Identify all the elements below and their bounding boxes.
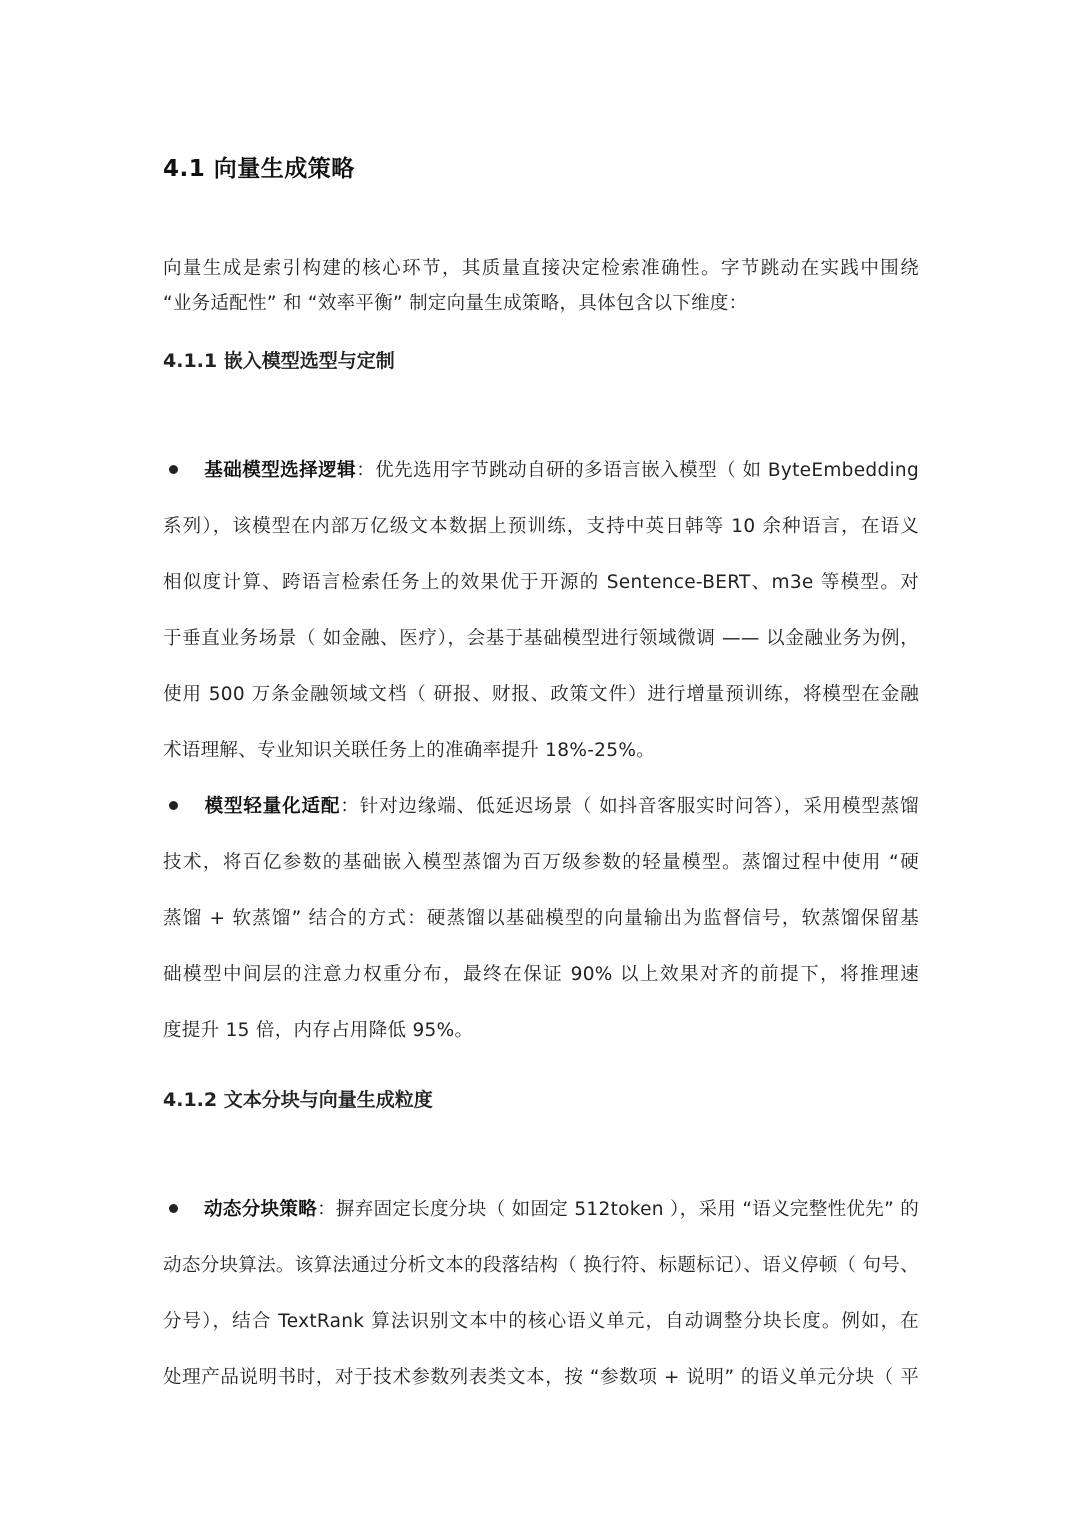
bullet-item-base-model bbox=[163, 456, 919, 482]
subsection-heading-4-1-2: 4.1.2 文本分块与向量生成粒度 bbox=[163, 1089, 433, 1111]
paragraph-line: 技术，将百亿参数的基础嵌入模型蒸馏为百万级参数的轻量模型。蒸馏过程中使用 “硬 bbox=[163, 852, 919, 873]
paragraph-line: 处理产品说明书时，对于技术参数列表类文本，按 “参数项 + 说明” 的语义单元分块（ 平 bbox=[163, 1367, 919, 1388]
bullet-title: 动态分块策略 bbox=[204, 1199, 318, 1220]
paragraph-line: 术语理解、专业知识关联任务上的准确率提升 18%-25%。 bbox=[163, 740, 655, 761]
paragraph-line: 动态分块算法。该算法通过分析文本的段落结构（ 换行符、标题标记）、语义停顿（ 句号、 bbox=[163, 1255, 919, 1276]
bullet-dot-icon bbox=[169, 1204, 178, 1213]
paragraph-line: 相似度计算、跨语言检索任务上的效果优于开源的 Sentence-BERT、m3e 等模型。对 bbox=[163, 572, 919, 593]
paragraph-line: 础模型中间层的注意力权重分布，最终在保证 90% 以上效果对齐的前提下，将推理速 bbox=[163, 964, 919, 985]
section-heading: 4.1 向量生成策略 bbox=[163, 156, 355, 182]
bullet-title: 模型轻量化适配 bbox=[204, 796, 341, 817]
paragraph-line: 系列），该模型在内部万亿级文本数据上预训练，支持中英日韩等 10 余种语言，在语义 bbox=[163, 516, 919, 537]
bullet-dot-icon bbox=[169, 801, 178, 810]
subsection-heading-4-1-1: 4.1.1 嵌入模型选型与定制 bbox=[163, 350, 395, 372]
intro-line-1: 向量生成是索引构建的核心环节，其质量直接决定检索准确性。字节跳动在实践中围绕 bbox=[163, 258, 919, 279]
bullet-item-dynamic-chunking bbox=[163, 1195, 919, 1221]
bullet-text: ：摒弃固定长度分块（ 如固定 512token ），采用 “语义完整性优先” 的 bbox=[317, 1199, 919, 1220]
bullet-dot-icon bbox=[169, 465, 178, 474]
paragraph-line: 蒸馏 + 软蒸馏” 结合的方式：硬蒸馏以基础模型的向量输出为监督信号，软蒸馏保留基 bbox=[163, 908, 919, 929]
paragraph-line: 度提升 15 倍，内存占用降低 95%。 bbox=[163, 1020, 474, 1041]
bullet-text: ：针对边缘端、低延迟场景（ 如抖音客服实时问答），采用模型蒸馏 bbox=[340, 796, 919, 817]
bullet-title: 基础模型选择逻辑 bbox=[204, 460, 357, 481]
bullet-item-lightweight-model bbox=[163, 792, 919, 818]
paragraph-line: 分号），结合 TextRank 算法识别文本中的核心语义单元，自动调整分块长度。例如，在 bbox=[163, 1311, 919, 1332]
bullet-text: ：优先选用字节跳动自研的多语言嵌入模型（ 如 ByteEmbedding bbox=[356, 460, 919, 481]
paragraph-line: 使用 500 万条金融领域文档（ 研报、财报、政策文件）进行增量预训练，将模型在金融 bbox=[163, 684, 919, 705]
paragraph-line: 于垂直业务场景（ 如金融、医疗），会基于基础模型进行领域微调 —— 以金融业务为例， bbox=[163, 628, 919, 649]
intro-line-2: “业务适配性” 和 “效率平衡” 制定向量生成策略，具体包含以下维度： bbox=[163, 293, 748, 314]
